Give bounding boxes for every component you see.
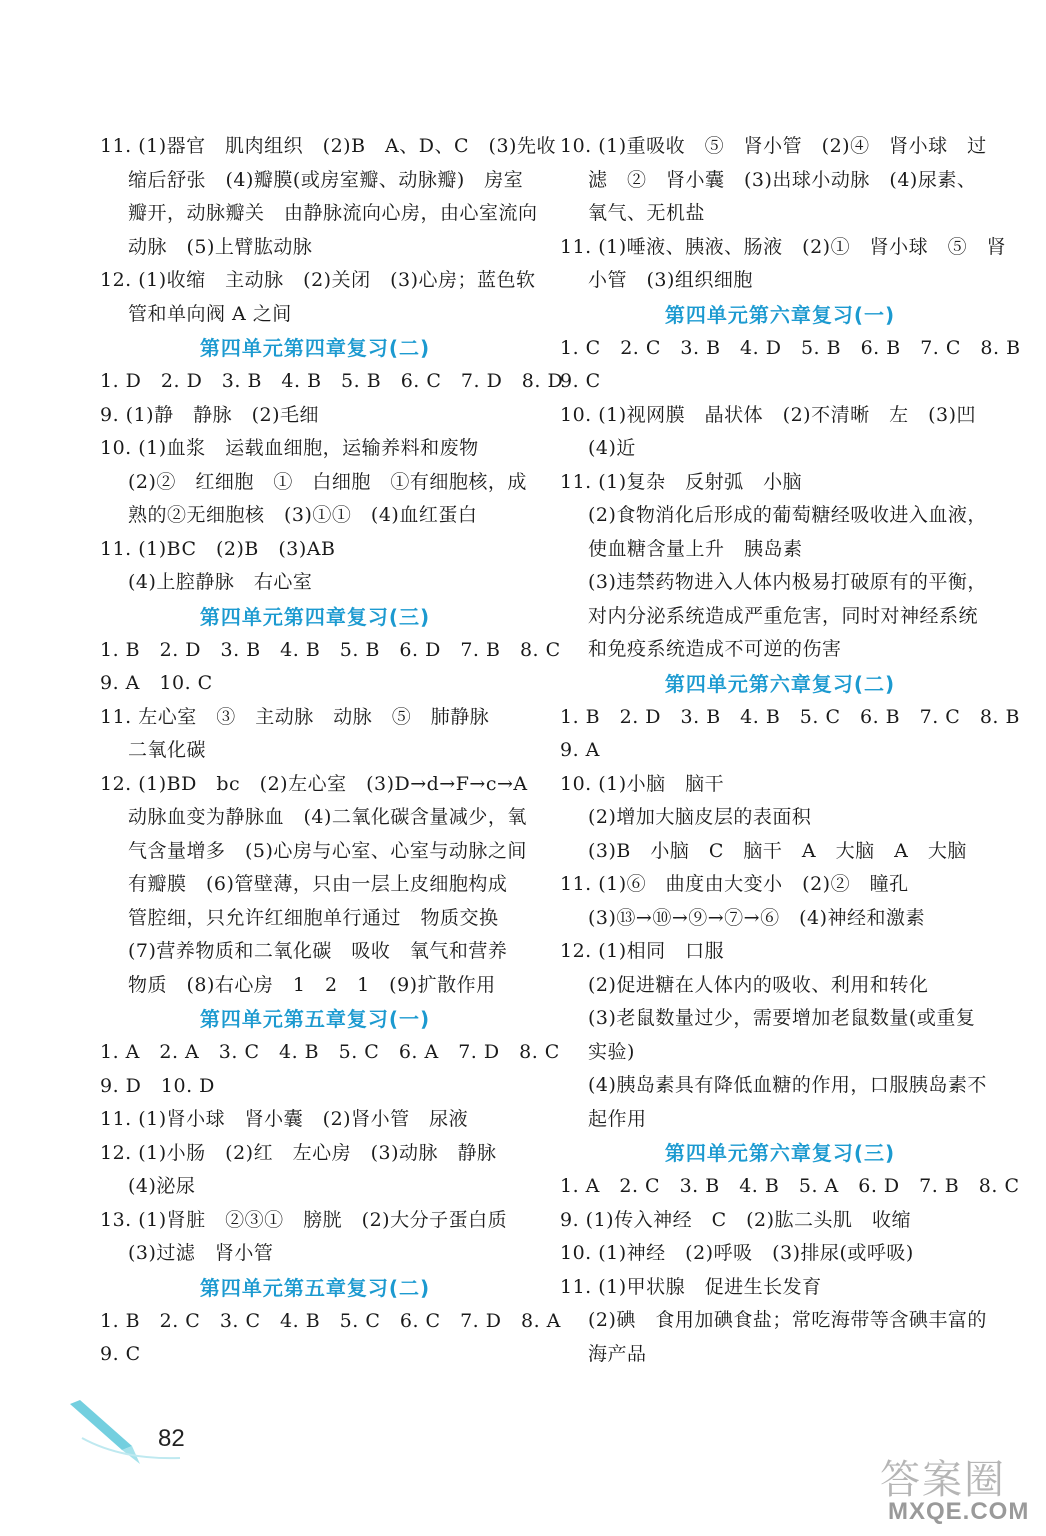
answer-continuation-line: (2)增加大脑皮层的表面积	[588, 806, 812, 828]
answer-line: 11. (1)肾小球 肾小囊 (2)肾小管 尿液	[100, 1108, 469, 1130]
answer-continuation-line: (2)食物消化后形成的葡萄糖经吸收进入血液，	[588, 504, 987, 526]
answer-continuation-line: (2)② 红细胞 ① 白细胞 ①有细胞核，成	[128, 470, 527, 493]
answer-continuation-line: (3)违禁药物进入人体内极易打破原有的平衡，	[588, 571, 987, 593]
answer-line: 9. C	[560, 370, 601, 392]
section-heading: 第四单元第六章复习(二)	[664, 671, 896, 696]
answer-line: 13. (1)肾脏 ②③① 膀胱 (2)大分子蛋白质	[100, 1208, 508, 1231]
answer-continuation-line: 对内分泌系统造成严重危害，同时对神经系统	[588, 604, 979, 627]
answer-line: 10. (1)小脑 脑干	[560, 772, 725, 795]
answer-line: 11. (1)唾液、胰液、肠液 (2)① 肾小球 ⑤ 肾	[560, 235, 1007, 258]
answer-line: 12. (1)相同 口服	[560, 940, 725, 962]
answer-line: 10. (1)神经 (2)呼吸 (3)排尿(或呼吸)	[560, 1242, 914, 1264]
answer-continuation-line: 起作用	[588, 1107, 647, 1130]
answer-line: 1. B 2. C 3. C 4. B 5. C 6. C 7. D 8. A	[100, 1309, 561, 1332]
answer-line: 10. (1)血浆 运载血细胞，运输养料和废物	[100, 437, 479, 459]
answer-continuation-line: 使血糖含量上升 胰岛素	[588, 537, 803, 560]
answer-line: 9. D 10. D	[100, 1074, 215, 1097]
section-heading: 第四单元第四章复习(二)	[199, 336, 431, 360]
watermark-logo: 答案圈	[880, 1457, 1006, 1503]
section-heading: 第四单元第六章复习(三)	[664, 1141, 896, 1165]
answer-continuation-line: (7)营养物质和二氧化碳 吸收 氧气和营养	[128, 940, 508, 962]
answer-line: 12. (1)收缩 主动脉 (2)关闭 (3)心房；蓝色软	[100, 269, 536, 291]
answer-line: 9. C	[100, 1343, 141, 1365]
answer-line: 11. (1)器官 肌肉组织 (2)B A、D、C (3)先收	[100, 135, 556, 157]
answer-continuation-line: 管腔细，只允许红细胞单行通过 物质交换	[128, 906, 499, 929]
answer-continuation-line: 动脉血变为静脉血 (4)二氧化碳含量减少，氧	[128, 806, 527, 828]
answer-continuation-line: (4)近	[588, 437, 636, 459]
answer-line: 11. 左心室 ③ 主动脉 动脉 ⑤ 肺静脉	[100, 705, 490, 728]
answer-continuation-line: 缩后舒张 (4)瓣膜(或房室瓣、动脉瓣) 房室	[128, 168, 524, 191]
answer-line: 9. (1)静 静脉 (2)毛细	[100, 403, 319, 426]
section-heading: 第四单元第五章复习(一)	[199, 1007, 431, 1031]
answer-continuation-line: 瓣开，动脉瓣关 由静脉流向心房，由心室流向	[128, 202, 538, 224]
watermark-url: MXQE.COM	[888, 1498, 1030, 1525]
answer-continuation-line: 有瓣膜 (6)管壁薄，只由一层上皮细胞构成	[128, 873, 508, 895]
answer-line: 9. (1)传入神经 C (2)肱二头肌 收缩	[560, 1208, 912, 1231]
answer-continuation-line: 小管 (3)组织细胞	[588, 269, 753, 291]
answer-line: 9. A 10. C	[100, 672, 213, 694]
answer-line: 9. A	[560, 739, 600, 761]
answer-continuation-line: 管和单向阀 A 之间	[128, 302, 292, 325]
left-column	[100, 130, 564, 1372]
answer-line: 10. (1)重吸收 ⑤ 肾小管 (2)④ 肾小球 过	[560, 135, 987, 157]
answer-continuation-line: (4)上腔静脉 右心室	[128, 571, 313, 593]
answer-continuation-line: 氧气、无机盐	[588, 202, 706, 224]
answer-line: 1. A 2. A 3. C 4. B 5. C 6. A 7. D 8. C	[100, 1041, 560, 1063]
answer-line: 12. (1)小肠 (2)红 左心房 (3)动脉 静脉	[100, 1141, 497, 1164]
section-heading: 第四单元第四章复习(三)	[199, 604, 431, 629]
answer-continuation-line: (4)泌尿	[128, 1175, 196, 1197]
answer-continuation-line: (3)⑬→⑩→⑨→⑦→⑥ (4)神经和激素	[588, 906, 926, 929]
answer-line: 11. (1)甲状腺 促进生长发育	[560, 1275, 822, 1298]
answer-line: 1. B 2. D 3. B 4. B 5. B 6. D 7. B 8. C	[100, 638, 561, 661]
answer-line: 1. D 2. D 3. B 4. B 5. B 6. C 7. D 8. D	[100, 370, 564, 392]
answer-continuation-line: 动脉 (5)上臂肱动脉	[128, 235, 313, 258]
section-heading: 第四单元第六章复习(一)	[664, 302, 896, 327]
answer-continuation-line: 滤 ② 肾小囊 (3)出球小动脉 (4)尿素、	[588, 168, 977, 191]
answer-line: 10. (1)视网膜 晶状体 (2)不清晰 左 (3)凹	[560, 403, 976, 426]
answer-continuation-line: (2)碘 食用加碘食盐；常吃海带等含碘丰富的	[588, 1309, 987, 1331]
answer-line: 11. (1)⑥ 曲度由大变小 (2)② 瞳孔	[560, 873, 909, 895]
answer-line: 11. (1)复杂 反射弧 小脑	[560, 470, 803, 493]
answer-line: 11. (1)BC (2)B (3)AB	[100, 537, 336, 560]
answer-continuation-line: 和免疫系统造成不可逆的伤害	[588, 638, 842, 660]
answer-continuation-line: 熟的②无细胞核 (3)①① (4)血红蛋白	[128, 504, 478, 526]
answer-continuation-line: (2)促进糖在人体内的吸收、利用和转化	[588, 973, 929, 996]
answer-continuation-line: (3)老鼠数量过少，需要增加老鼠数量(或重复	[588, 1007, 976, 1029]
answer-line: 1. A 2. C 3. B 4. B 5. A 6. D 7. B 8. C	[560, 1175, 1020, 1197]
right-column	[560, 130, 1021, 1371]
answer-continuation-line: 海产品	[588, 1342, 647, 1365]
answer-continuation-line: 二氧化碳	[128, 739, 207, 761]
section-heading: 第四单元第五章复习(二)	[199, 1275, 431, 1300]
answer-continuation-line: 气含量增多 (5)心房与心室、心室与动脉之间	[128, 839, 527, 862]
answer-continuation-line: (3)B 小脑 C 脑干 A 大脑 A 大脑	[588, 839, 967, 862]
answer-line: 1. B 2. D 3. B 4. B 5. C 6. B 7. C 8. B	[560, 705, 1020, 728]
page-number: 82	[158, 1425, 185, 1452]
answer-line: 12. (1)BD bc (2)左心室 (3)D→d→F→c→A	[100, 772, 528, 795]
answer-continuation-line: 物质 (8)右心房 1 2 1 (9)扩散作用	[128, 973, 496, 996]
answer-continuation-line: (3)过滤 肾小管	[128, 1242, 274, 1264]
answer-continuation-line: 实验)	[588, 1040, 635, 1063]
answer-line: 1. C 2. C 3. B 4. D 5. B 6. B 7. C 8. B	[560, 336, 1021, 359]
answer-continuation-line: (4)胰岛素具有降低血糖的作用，口服胰岛素不	[588, 1074, 987, 1096]
